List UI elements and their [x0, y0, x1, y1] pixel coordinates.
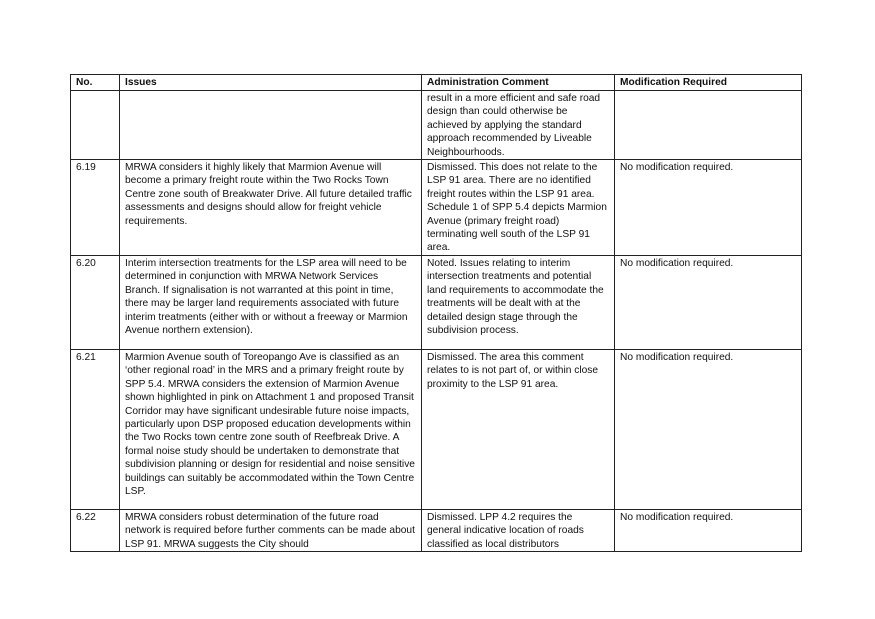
cell-modification: No modification required.	[615, 255, 802, 349]
header-no: No.	[71, 75, 120, 91]
table-row	[71, 255, 802, 349]
cell-comment: Dismissed. This does not relate to the LSP 91 area. There are no identified freight routes within the LSP 91 area. Schedule 1 of SPP 5.4 depicts Marmion Avenue (primary freight road) terminating well south of the LSP 91 area.	[422, 160, 615, 256]
cell-issue: Marmion Avenue south of Toreopango Ave is classified as an ‘other regional road’ in the MRS and a primary freight route by SPP 5.4. MRWA considers the extension of Marmion Avenue shown highlighted in pink on Attachment 1 and proposed Transit Corridor may have significant undesirable future noise impacts, particularly upon DSP proposed education developments within the Two Rocks town centre zone south of Reefbreak Drive. A formal noise study should be undertaken to demonstrate that subdivision planning or design for residential and noise sensitive buildings can suitably be accommodated within the Town Centre LSP.	[120, 349, 422, 509]
cell-modification: No modification required.	[615, 349, 802, 509]
cell-issue	[120, 91, 422, 160]
cell-no: 6.21	[71, 349, 120, 509]
cell-comment: Noted. Issues relating to interim intersection treatments and potential land requirements to accommodate the treatments will be dealt with at the detailed design stage through the subdivision process.	[422, 255, 615, 349]
cell-comment: Dismissed. The area this comment relates to is not part of, or within close proximity to the LSP 91 area.	[422, 349, 615, 509]
table-row	[71, 509, 802, 551]
cell-modification: No modification required.	[615, 160, 802, 256]
cell-comment: Dismissed. LPP 4.2 requires the general indicative location of roads classified as local distributors	[422, 509, 615, 551]
header-administration-comment: Administration Comment	[422, 75, 615, 91]
cell-modification	[615, 91, 802, 160]
cell-modification: No modification required.	[615, 509, 802, 551]
cell-comment: result in a more efficient and safe road design than could otherwise be achieved by applying the standard approach recommended by Liveable Neighbourhoods.	[422, 91, 615, 160]
table-row	[71, 349, 802, 509]
cell-issue: Interim intersection treatments for the LSP area will need to be determined in conjunction with MRWA Network Services Branch. If signalisation is not warranted at this point in time, there may be larger land requirements associated with future interim treatments (either with or without a freeway or Marmion Avenue northern extension).	[120, 255, 422, 349]
cell-no: 6.19	[71, 160, 120, 256]
cell-issue: MRWA considers robust determination of the future road network is required before further comments can be made about LSP 91. MRWA suggests the City should	[120, 509, 422, 551]
table-row	[71, 160, 802, 256]
cell-no: 6.20	[71, 255, 120, 349]
header-modification-required: Modification Required	[615, 75, 802, 91]
table-row	[71, 91, 802, 160]
cell-no: 6.22	[71, 509, 120, 551]
issues-table	[70, 74, 802, 552]
table-header-row	[71, 75, 802, 91]
cell-issue: MRWA considers it highly likely that Marmion Avenue will become a primary freight route within the Two Rocks Town Centre zone south of Breakwater Drive. All future detailed traffic assessments and designs should allow for freight vehicle requirements.	[120, 160, 422, 256]
cell-no	[71, 91, 120, 160]
header-issues: Issues	[120, 75, 422, 91]
